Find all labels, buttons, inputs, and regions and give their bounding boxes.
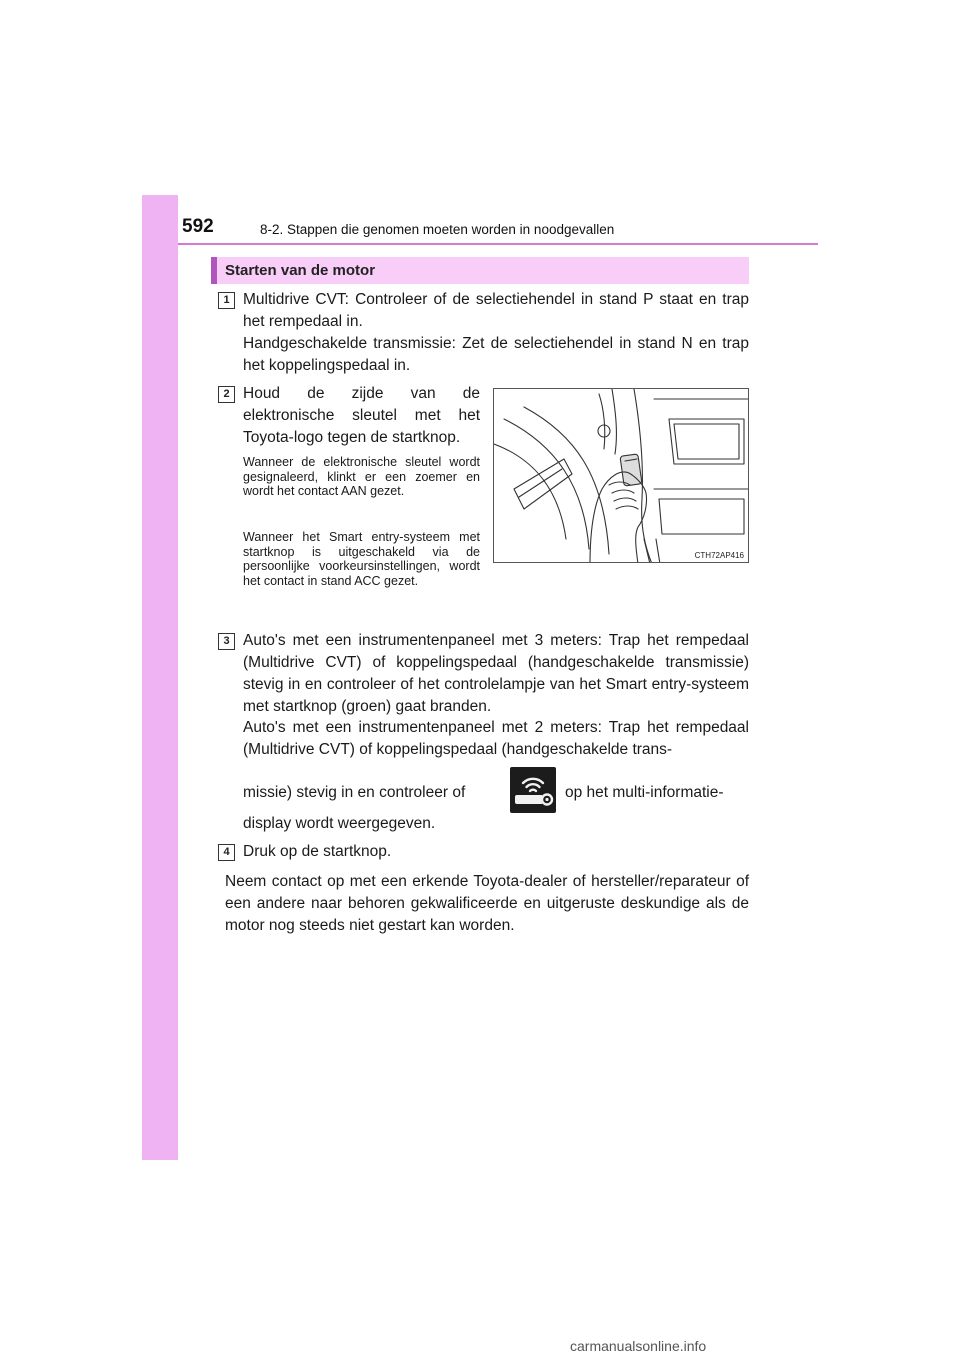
chapter-side-band: [142, 195, 178, 1160]
step-number-4: 4: [218, 844, 235, 861]
running-head: 8-2. Stappen die genomen moeten worden in noodgevallen: [260, 222, 615, 237]
step-3-text-3-meters: Auto's met een instrumentenpaneel met 3 meters: Trap het rempedaal (Multidrive CVT) of koppelingspedaal (handgeschakelde transmissie) stevig in en controleer of het controlelampje van het Smart entry-systeem met startknop (groen) gaat branden.: [243, 632, 749, 715]
section-title: Starten van de motor: [225, 262, 376, 279]
section-heading: [211, 257, 749, 284]
step-number-3: 3: [218, 633, 235, 650]
step-3-text-before-icon: missie) stevig in en controleer of: [243, 784, 466, 801]
step-2-text: Houd de zijde van de elektronische sleutel met het Toyota-logo tegen de startknop.: [243, 385, 480, 446]
smart-key-indicator-glyph-icon: [510, 767, 556, 813]
step-1-text-manual: Handgeschakelde transmissie: Zet de selectiehendel in stand N en trap het koppelingspedaal in.: [243, 335, 749, 374]
closing-paragraph: Neem contact op met een erkende Toyota-dealer of hersteller/reparateur of een andere naar behoren gekwalificeerde en uitgeruste deskundige als de motor nog steeds niet gestart kan worden.: [225, 873, 749, 934]
footer-watermark: carmanualsonline.info: [570, 1338, 707, 1354]
step-number-2: 2: [218, 386, 235, 403]
step-2-note-2: Wanneer het Smart entry-systeem met startknop is uitgeschakeld via de persoonlijke voorkeursinstellingen, wordt het contact in stand ACC gezet.: [243, 530, 480, 588]
hand-key-drawing-icon: [494, 389, 749, 563]
start-button-illustration: [493, 388, 749, 563]
smart-key-indicator-icon: [510, 767, 556, 813]
header-rule: [178, 243, 818, 245]
step-2-note-1: Wanneer de elektronische sleutel wordt gesignaleerd, klinkt er een zoemer en wordt het contact AAN gezet.: [243, 455, 480, 498]
page-number: 592: [182, 216, 214, 237]
step-3-icon-line: [243, 767, 749, 815]
step-4-text: Druk op de startknop.: [243, 843, 392, 860]
step-3-text-end: display wordt weergegeven.: [243, 815, 436, 832]
figure-code: CTH72AP416: [694, 551, 744, 560]
step-number-1: 1: [218, 292, 235, 309]
step-3-text-after-icon: op het multi-informatie-: [565, 784, 724, 801]
step-3-text-2-meters: Auto's met een instrumentenpaneel met 2 meters: Trap het rempedaal (Multidrive CVT) of koppelingspedaal (handgeschakelde trans-: [243, 719, 749, 758]
step-1-text-cvt: Multidrive CVT: Controleer of de selectiehendel in stand P staat en trap het rempedaal in.: [243, 291, 749, 330]
